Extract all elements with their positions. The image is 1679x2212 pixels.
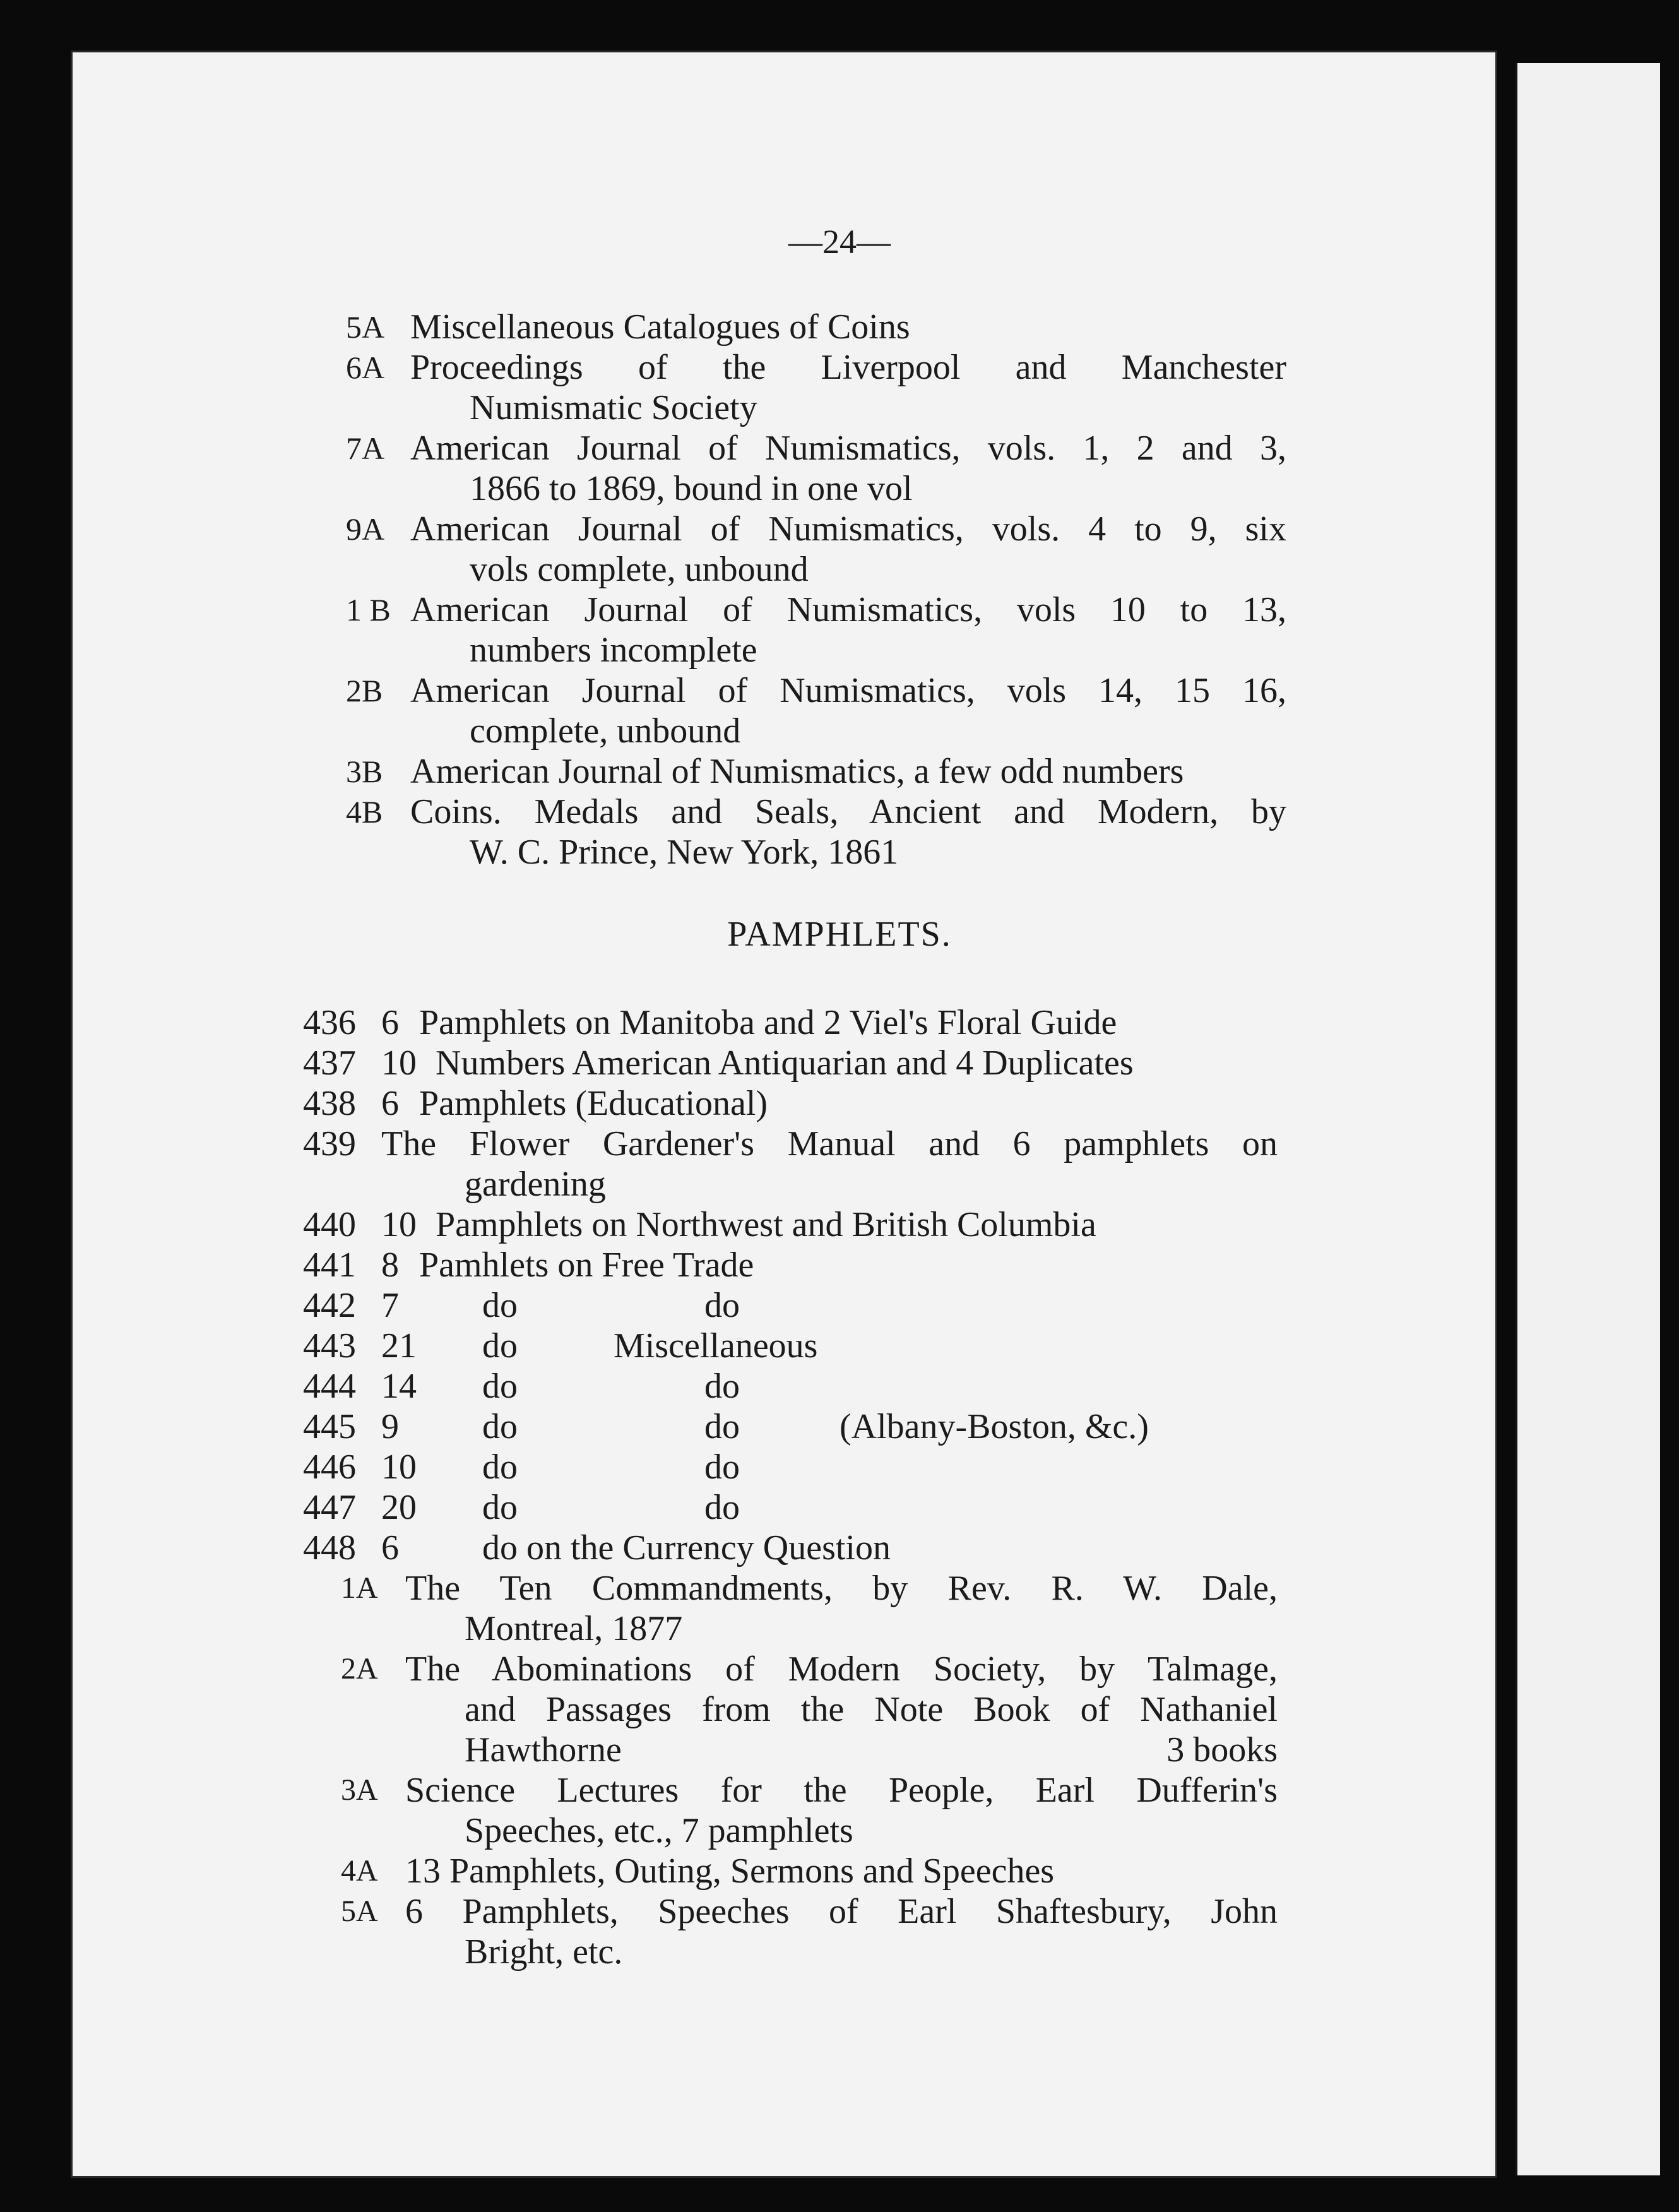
- item-title-continued: and Passages from the Note Book of Nathaniel: [465, 1690, 1278, 1729]
- item-title-continued: W. C. Prince, New York, 1861: [470, 833, 899, 872]
- lot-number: 436: [303, 1003, 356, 1042]
- lot-number: 447: [303, 1488, 356, 1527]
- ditto-mark: do: [482, 1407, 518, 1446]
- item-title: American Journal of Numismatics, vols. 4 to 9, six: [410, 509, 1286, 549]
- lot-description-continued: gardening: [465, 1165, 606, 1204]
- lot-description: Pamphlets on Manitoba and 2 Viel's Floral Guide: [419, 1003, 1117, 1042]
- section-heading: PAMPHLETS.: [727, 915, 952, 954]
- item-title: Coins. Medals and Seals, Ancient and Modern, by: [410, 792, 1286, 831]
- item-number: 6A: [346, 350, 385, 385]
- item-number: 3A: [341, 1773, 378, 1807]
- lot-quantity: 6: [381, 1003, 399, 1042]
- lot-description: Pamphlets (Educational): [419, 1084, 768, 1123]
- lot-quantity: 6: [381, 1528, 399, 1567]
- item-number: 1A: [341, 1571, 378, 1605]
- lot-quantity: 6: [381, 1084, 399, 1123]
- lot-number: 437: [303, 1044, 356, 1083]
- ditto-mark: do: [704, 1367, 740, 1406]
- item-title-continued: Bright, etc.: [465, 1932, 623, 1971]
- lot-quantity: 10: [381, 1448, 417, 1487]
- page-number: —24—: [788, 223, 891, 261]
- lot-number: 442: [303, 1286, 356, 1325]
- item-title: American Journal of Numismatics, vols 14, 15 16,: [410, 671, 1286, 710]
- item-title: American Journal of Numismatics, a few odd numbers: [410, 752, 1184, 791]
- lot-quantity: 8: [381, 1246, 399, 1285]
- lot-note: (Albany-Boston, &c.): [840, 1407, 1149, 1446]
- ditto-mark: do: [482, 1448, 518, 1487]
- ditto-mark: do: [482, 1326, 518, 1365]
- ditto-mark: do: [704, 1488, 740, 1527]
- lot-description: The Flower Gardener's Manual and 6 pamphlets on: [381, 1124, 1278, 1163]
- item-title-continued: Numismatic Society: [470, 388, 757, 427]
- lot-quantity: 10: [381, 1044, 417, 1083]
- lot-number: 443: [303, 1326, 356, 1365]
- ditto-mark: do: [704, 1286, 740, 1325]
- lot-description: Numbers American Antiquarian and 4 Duplicates: [436, 1044, 1134, 1083]
- ditto-mark: Miscellaneous: [614, 1326, 818, 1365]
- ditto-mark: do on the Currency Question: [482, 1528, 891, 1567]
- item-number: 7A: [346, 431, 385, 466]
- item-number: 9A: [346, 511, 385, 547]
- item-title-continued: Montreal, 1877: [465, 1609, 683, 1648]
- item-number: 3B: [346, 754, 383, 789]
- lot-quantity: 14: [381, 1367, 417, 1406]
- item-title-continued: 1866 to 1869, bound in one vol: [470, 469, 913, 508]
- item-title-continued: numbers incomplete: [470, 631, 757, 670]
- item-count: 3 books: [1166, 1730, 1278, 1769]
- item-title-continued: vols complete, unbound: [470, 550, 809, 589]
- lot-number: 448: [303, 1528, 356, 1567]
- ditto-mark: do: [482, 1286, 518, 1325]
- lot-description: Pamhlets on Free Trade: [419, 1246, 754, 1285]
- lot-number: 441: [303, 1246, 356, 1285]
- item-title: 6 Pamphlets, Speeches of Earl Shaftesbury, John: [405, 1892, 1278, 1931]
- item-number: 2A: [341, 1652, 378, 1686]
- item-title: 13 Pamphlets, Outing, Sermons and Speeches: [405, 1852, 1055, 1891]
- item-title-continued: complete, unbound: [470, 711, 741, 751]
- lot-quantity: 9: [381, 1407, 399, 1446]
- item-number: 5A: [341, 1894, 378, 1928]
- ditto-mark: do: [482, 1488, 518, 1527]
- lot-number: 438: [303, 1084, 356, 1123]
- lot-description: Pamphlets on Northwest and British Columbia: [436, 1205, 1096, 1244]
- lot-quantity: 20: [381, 1488, 417, 1527]
- item-title: American Journal of Numismatics, vols 10 to 13,: [410, 590, 1286, 629]
- item-number: 1 B: [346, 592, 391, 627]
- lot-quantity: 7: [381, 1286, 399, 1325]
- ditto-mark: do: [704, 1407, 740, 1446]
- lot-number: 440: [303, 1205, 356, 1244]
- item-number: 5A: [346, 309, 385, 345]
- adjacent-page-edge: [1515, 63, 1660, 2175]
- item-title-continued: Hawthorne: [465, 1730, 622, 1769]
- lot-number: 446: [303, 1448, 356, 1487]
- lot-number: 445: [303, 1407, 356, 1446]
- lot-number: 444: [303, 1367, 356, 1406]
- lot-quantity: 10: [381, 1205, 417, 1244]
- item-title: The Abominations of Modern Society, by Talmage,: [405, 1650, 1278, 1689]
- item-number: 4B: [346, 794, 383, 830]
- ditto-mark: do: [704, 1448, 740, 1487]
- item-title: Science Lectures for the People, Earl Dufferin's: [405, 1771, 1278, 1810]
- item-title: Miscellaneous Catalogues of Coins: [410, 307, 910, 347]
- lot-number: 439: [303, 1124, 356, 1163]
- item-title: The Ten Commandments, by Rev. R. W. Dale,: [405, 1569, 1278, 1608]
- lot-quantity: 21: [381, 1326, 417, 1365]
- item-title: American Journal of Numismatics, vols. 1, 2 and 3,: [410, 429, 1286, 468]
- item-title: Proceedings of the Liverpool and Manchester: [410, 348, 1286, 387]
- ditto-mark: do: [482, 1367, 518, 1406]
- item-number: 2B: [346, 673, 383, 708]
- item-title-continued: Speeches, etc., 7 pamphlets: [465, 1811, 853, 1850]
- item-number: 4A: [341, 1854, 378, 1888]
